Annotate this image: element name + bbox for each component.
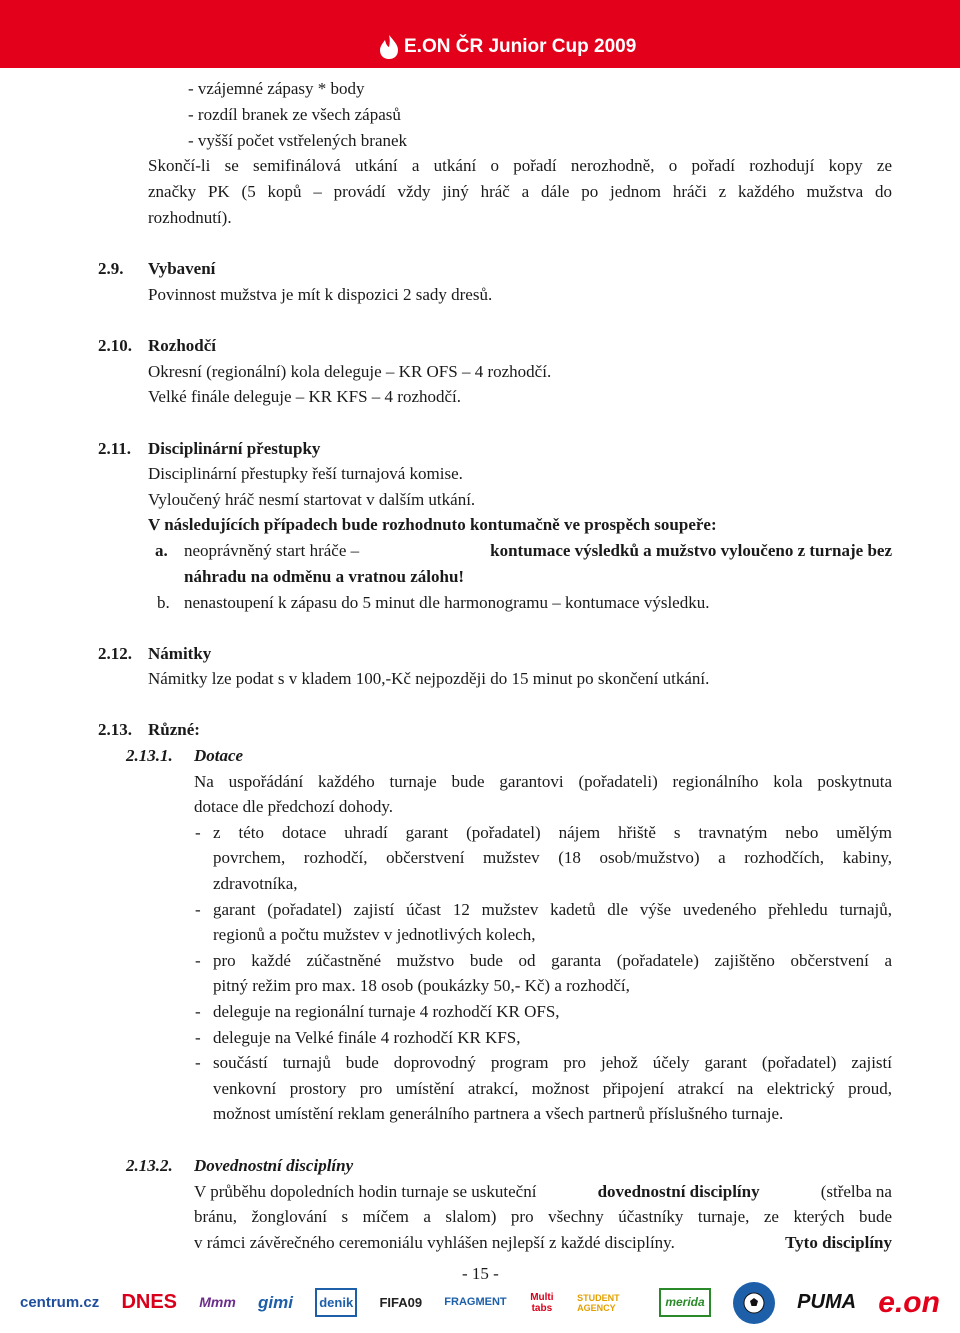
paragraph-line: Námitky lze podat s v kladem 100,-Kč nejpozději do 15 minut po skončení utkání. [148, 669, 710, 688]
text-span: V průběhu dopoledních hodin turnaje se uskuteční [194, 1182, 537, 1201]
header-title: E.ON ČR Junior Cup 2009 [404, 36, 637, 58]
sponsor-footer [20, 1280, 940, 1325]
dash-bullet: - [195, 1028, 201, 1047]
section-number: 2.13. [98, 720, 132, 739]
text-span: Tyto disciplíny [785, 1233, 892, 1252]
paragraph-line [184, 538, 892, 564]
list-item: - vyšší počet vstřelených branek [188, 131, 408, 150]
list-item: pro každé zúčastněné mužstvo bude od garanta (pořadatele) zajištěno občerstvení a [213, 951, 892, 970]
dash-bullet: - [195, 1053, 201, 1072]
list-item: - rozdíl branek ze všech zápasů [188, 105, 401, 124]
list-item: součástí turnajů bude doprovodný program pro jehož účely garant (pořadatel) zajistí [213, 1053, 892, 1072]
header-logo [378, 30, 636, 64]
paragraph-line: značky PK (5 kopů – provádí vždy jiný hráč a dále po jednom hráči z každého mužstva do [148, 182, 892, 201]
text-span: (střelba na [820, 1182, 892, 1201]
subsection-title: Dotace [194, 746, 244, 765]
sponsor-logo: denik [315, 1288, 357, 1318]
sponsor-logo: Mmm [199, 1293, 236, 1310]
sponsor-logo: gimi [258, 1292, 293, 1312]
list-item: deleguje na Velké finále 4 rozhodčí KR KFS, [213, 1028, 521, 1047]
paragraph-line: dotace dle předchozí dohody. [194, 797, 394, 816]
paragraph-line: Skončí-li se semifinálová utkání a utkání o pořadí nerozhodně, o pořadí rozhodují kopy ze [148, 156, 892, 175]
list-item: pitný režim pro max. 18 osob (poukázky 50,- Kč) a rozhodčí, [213, 976, 630, 995]
paragraph-line [194, 1179, 892, 1205]
paragraph-line: náhradu na odměnu a vratnou zálohu! [184, 567, 465, 586]
list-item: venkovní prostory pro umístění atrakcí, možnost připojení atrakcí na elektrický proud, [213, 1079, 892, 1098]
page-number: - 15 - [462, 1264, 499, 1283]
eon-flame-icon [378, 34, 400, 60]
list-item: povrchem, rozhodčí, občerstvení mužstev (18 osob/mužstvo) a rozhodčích, kabiny, [213, 848, 892, 867]
section-title: Rozhodčí [148, 336, 216, 355]
paragraph-line: nenastoupení k zápasu do 5 minut dle harmonogramu – kontumace výsledku. [184, 593, 710, 612]
paragraph-line: Vyloučený hráč nesmí startovat v dalším utkání. [148, 490, 476, 509]
section-title: Různé: [148, 720, 200, 739]
paragraph-line: Okresní (regionální) kola deleguje – KR OFS – 4 rozhodčí. [148, 362, 552, 381]
paragraph-line: bránu, žonglování s míčem a slalom) pro všechny účastníky turnaje, ze kterých bude [194, 1207, 892, 1226]
list-item: deleguje na regionální turnaje 4 rozhodčí KR OFS, [213, 1002, 560, 1021]
list-item: možnost umístění reklam generálního partnera a všech partnerů příslušného turnaje. [213, 1104, 784, 1123]
list-item: garant (pořadatel) zajistí účast 12 mužstev kadetů dle výše uvedeného přehledu turnajů, [213, 900, 892, 919]
sponsor-logo: FIFA09 [379, 1294, 423, 1310]
list-item: z této dotace uhradí garant (pořadatel) nájem hřiště s travnatým nebo umělým [213, 823, 892, 842]
paragraph-line: rozhodnutí). [148, 208, 232, 227]
sponsor-logo [752, 1290, 755, 1316]
section-number: 2.10. [98, 336, 132, 355]
paragraph-line: Disciplinární přestupky řeší turnajová komise. [148, 464, 463, 483]
section-number: 2.11. [98, 439, 132, 458]
paragraph-line: Na uspořádání každého turnaje bude garantovi (pořadateli) regionálního kola poskytnuta [194, 772, 892, 791]
list-item: regionů a počtu mužstev v jednotlivých kolech, [213, 925, 536, 944]
section-number: 2.9. [98, 259, 124, 278]
sponsor-logo: centrum.cz [20, 1293, 100, 1311]
dash-bullet: - [195, 823, 201, 842]
text-span: v rámci závěrečného ceremoniálu vyhlášen nejlepší z každé disciplíny. [194, 1233, 675, 1252]
section-title: Vybavení [148, 259, 216, 278]
subsection-number: 2.13.2. [126, 1156, 173, 1175]
paragraph-line: V následujících případech bude rozhodnuto kontumačně ve prospěch soupeře: [148, 515, 717, 534]
paragraph-line [194, 1230, 892, 1256]
paragraph-line: Povinnost mužstva je mít k dispozici 2 sady dresů. [148, 285, 493, 304]
paragraph-line: Velké finále deleguje – KR KFS – 4 rozhodčí. [148, 387, 462, 406]
list-item: zdravotníka, [213, 874, 298, 893]
dash-bullet: - [195, 1002, 201, 1021]
section-number: 2.12. [98, 644, 132, 663]
dash-bullet: - [195, 951, 201, 970]
football-school-badge [733, 1282, 775, 1324]
list-item: - vzájemné zápasy * body [188, 79, 365, 98]
dash-bullet: - [195, 900, 201, 919]
sponsor-logo: e.on [878, 1285, 940, 1319]
section-title: Disciplinární přestupky [148, 439, 321, 458]
sponsor-logo: Multi tabs [530, 1291, 554, 1314]
text-span: neoprávněný start hráče – [184, 541, 360, 560]
sponsor-logo: DNES [121, 1290, 178, 1313]
subsection-title: Dovednostní disciplíny [194, 1156, 354, 1175]
sponsor-logo: STUDENT AGENCY [577, 1292, 620, 1313]
sponsor-logo: FRAGMENT [444, 1295, 507, 1308]
item-label: a. [155, 541, 168, 560]
sponsor-logo: merida [659, 1288, 710, 1318]
text-span: kontumace výsledků a mužstvo vyloučeno z turnaje bez [490, 541, 892, 560]
section-title: Námitky [148, 644, 212, 663]
sponsor-logo: PUMA [797, 1290, 857, 1313]
subsection-number: 2.13.1. [126, 746, 173, 765]
header-bar [0, 0, 960, 68]
item-label: b. [157, 593, 170, 612]
text-span: dovednostní disciplíny [597, 1182, 760, 1201]
